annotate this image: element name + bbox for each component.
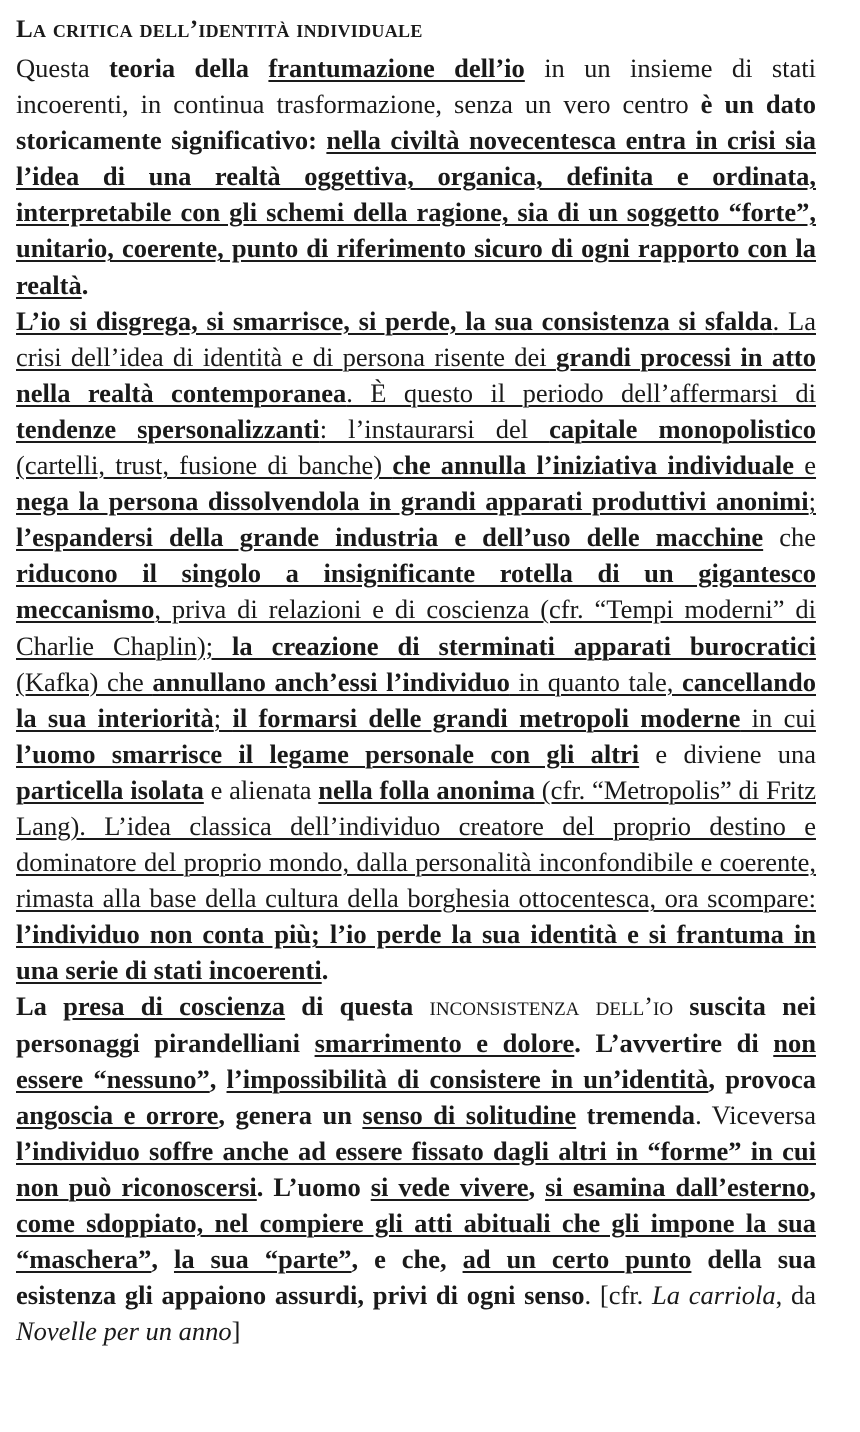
text-segment: . <box>321 955 329 986</box>
paragraph-2 <box>16 303 816 989</box>
text-segment: : <box>308 125 327 156</box>
text-segment: . [cfr. <box>584 1280 653 1311</box>
text-segment: , <box>151 1244 174 1275</box>
text-segment: capitale monopolistico <box>549 413 817 444</box>
text-segment: nega la persona dissolvendola in grandi apparati produttivi anonimi <box>16 486 809 517</box>
text-segment: l’uomo smarrisce il legame personale con gli altri <box>16 738 640 769</box>
text-segment: (cartelli, trust, fusione di banche) <box>16 450 393 481</box>
text-segment: si esamina dall’esterno <box>545 1171 810 1202</box>
text-segment: , da <box>775 1280 816 1311</box>
text-segment: tremenda <box>576 1099 696 1130</box>
text-segment: in quanto tale, <box>509 666 683 697</box>
text-segment: teoria della <box>108 53 269 83</box>
text-segment: grandi processi in atto nella realtà contemporanea <box>16 341 816 408</box>
text-segment: è un dato storicamente significativo <box>16 89 816 156</box>
text-segment: suscita nei personaggi pirandelliani <box>16 991 816 1058</box>
text-segment: si vede vivere <box>370 1171 529 1202</box>
text-segment: nella civiltà novecentesca entra in crisi sia l’idea di una realtà oggettiva, organica, definita e ordinata, interpretabile con gli schemi della ragione, sia di un soggetto “forte”, unitario, coerente, punto di riferimento sicuro di ogni rapporto con la realtà <box>16 125 816 300</box>
text-segment: (Kafka) che <box>16 666 153 697</box>
document-body <box>16 50 816 1349</box>
text-segment: , e che, <box>351 1244 463 1275</box>
text-segment: presa di coscienza <box>63 991 286 1022</box>
text-segment: e <box>794 450 817 481</box>
text-segment: La <box>16 991 64 1022</box>
text-segment: smarrimento e dolore <box>314 1027 575 1058</box>
text-segment: ] <box>231 1316 241 1347</box>
text-segment: . Viceversa <box>695 1099 816 1130</box>
text-segment: che annulla l’iniziativa individuale <box>392 450 795 481</box>
text-segment: nella folla anonima <box>318 774 536 805</box>
text-segment: e alienata <box>203 774 319 805</box>
text-segment: riducono il singolo a insignificante rotella di un gigantesco meccanismo <box>16 558 816 625</box>
text-segment: . L’avvertire di <box>574 1027 774 1058</box>
text-segment: la sua “parte” <box>173 1244 352 1275</box>
text-segment: l’impossibilità di consistere in un’identità <box>226 1063 709 1094</box>
text-segment: , <box>209 1063 227 1094</box>
text-segment: angoscia e orrore <box>16 1099 219 1130</box>
text-segment: l’espandersi della grande industria e dell’uso delle macchine <box>16 522 764 553</box>
paragraph-1 <box>16 50 816 303</box>
text-segment: Novelle per un anno <box>16 1316 232 1347</box>
paragraph-3 <box>16 988 816 1349</box>
text-segment: della sua esistenza gli appaiono assurdi, privi di ogni senso <box>16 1244 817 1311</box>
text-segment: come sdoppiato, nel compiere gli atti abituali che gli impone la sua “maschera” <box>16 1208 816 1275</box>
text-segment: L’io si disgrega, si smarrisce, si perde, la sua consistenza si sfalda <box>16 305 773 336</box>
text-segment: . <box>81 269 89 300</box>
text-segment: non essere “nessuno” <box>16 1027 816 1094</box>
text-segment: ; <box>213 702 233 733</box>
text-segment: , priva di relazioni e di coscienza (cfr. “Tempi moderni” di Charlie Chaplin); <box>16 594 816 661</box>
text-segment: . L’uomo <box>256 1171 371 1202</box>
section-title: La critica dell’identità individuale <box>16 16 423 43</box>
text-segment: cancellando la sua interiorità <box>16 666 816 733</box>
text-segment: , genera un <box>218 1099 363 1130</box>
text-segment: , provoca <box>708 1063 816 1094</box>
text-segment: tendenze spersonalizzanti <box>16 413 320 444</box>
text-segment: inconsistenza dell’io <box>429 991 674 1022</box>
text-segment: l’individuo soffre anche ad essere fissato dagli altri in “forme” in cui non può riconoscersi <box>16 1135 816 1202</box>
text-segment: : l’instaurarsi del <box>319 413 550 444</box>
text-segment: la creazione di sterminati apparati burocratici <box>232 630 816 661</box>
text-segment: in cui <box>740 702 816 733</box>
text-segment: frantumazione dell’io <box>268 53 525 83</box>
text-segment: , <box>528 1171 546 1202</box>
text-segment: in un insieme di stati incoerenti, in continua trasformazione, senza un vero centro <box>16 53 817 120</box>
text-segment: , <box>809 1171 817 1202</box>
text-segment: senso di solitudine <box>362 1099 577 1130</box>
text-segment: annullano anch’essi l’individuo <box>152 666 510 697</box>
text-segment: La carriola <box>652 1280 776 1311</box>
text-segment: ; <box>808 486 816 517</box>
text-segment: Questa <box>16 53 109 83</box>
text-segment: l’individuo non conta più; l’io perde la sua identità e si frantuma in una serie di stati incoerenti <box>16 919 816 986</box>
text-segment: il formarsi delle grandi metropoli moderne <box>232 702 741 733</box>
text-segment: che <box>763 522 816 553</box>
text-segment: (cfr. “Metropolis” di Fritz Lang). L’idea classica dell’individuo creatore del proprio destino e dominatore del proprio mondo, dalla personalità inconfondibile e coerente, rimasta alla base della cultura della borghesia ottocentesca, ora scompare: <box>16 774 816 914</box>
text-segment: di questa <box>285 991 430 1022</box>
text-segment: . È questo il periodo dell’affermarsi di <box>346 377 816 408</box>
text-segment: particella isolata <box>16 774 204 805</box>
text-segment: . La crisi dell’idea di identità e di persona risente dei <box>16 305 816 372</box>
text-segment: e diviene una <box>639 738 816 769</box>
text-segment: ad un certo punto <box>462 1244 692 1275</box>
